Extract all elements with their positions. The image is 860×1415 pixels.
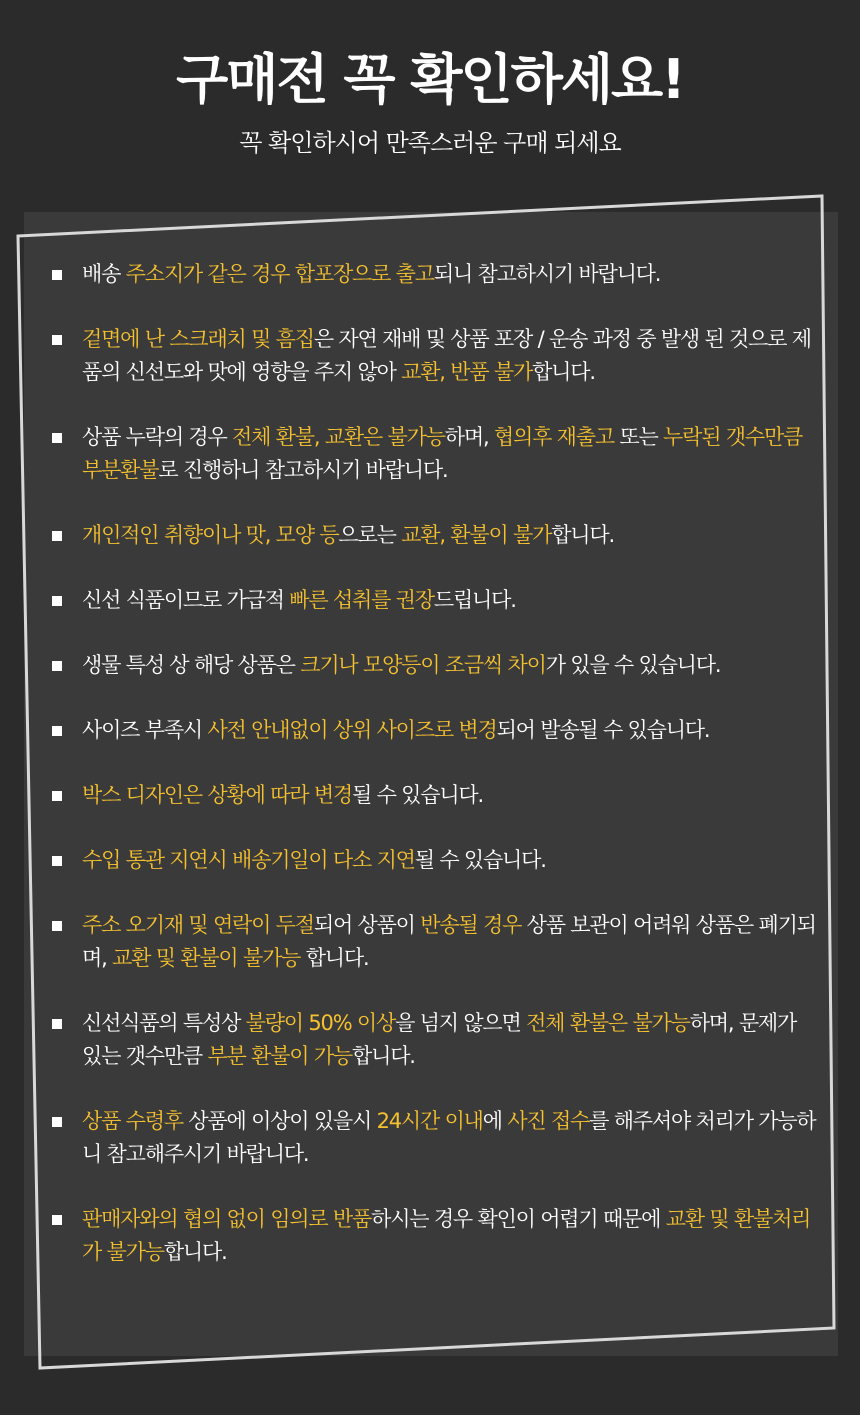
notice-text [82, 848, 546, 872]
notice-text [82, 718, 709, 742]
notice-highlight: 사전 안내없이 상위 사이즈로 변경 [207, 718, 497, 742]
notice-text [82, 1207, 810, 1264]
notice-text [82, 425, 802, 482]
notice-segment: 되어 발송될 수 있습니다. [496, 718, 710, 742]
notice-highlight: 주소지가 같은 경우 합포장으로 출고 [125, 262, 434, 286]
notice-item [50, 909, 820, 975]
notice-highlight: 판매자와의 협의 없이 임의로 반품 [82, 1207, 372, 1231]
square-bullet-icon [52, 661, 62, 671]
notice-text [82, 913, 816, 970]
notice-list [50, 258, 820, 1301]
notice-segment: 또는 [613, 425, 664, 449]
notice-segment: 하시는 경우 확인이 어렵기 때문에 [371, 1207, 666, 1231]
notice-segment: 될 수 있습니다. [352, 783, 483, 807]
notice-text [82, 523, 614, 547]
notice-highlight: 주소 오기재 및 연락이 두절 [82, 913, 314, 937]
notice-segment: 에 [482, 1109, 508, 1133]
notice-item [50, 1105, 820, 1171]
page-title: 구매전 꼭 확인하세요! [176, 48, 684, 111]
notice-highlight: 수입 통관 지연시 배송기일이 다소 지연 [82, 848, 415, 872]
square-bullet-icon [52, 1215, 62, 1225]
notice-text [82, 653, 720, 677]
notice-segment: 합니다. [163, 1240, 227, 1264]
notice-highlight: 부분 환불이 가능 [207, 1044, 353, 1068]
notice-text [82, 783, 483, 807]
notice-highlight: 개인적인 취향이나 맛, 모양 등 [82, 523, 339, 547]
notice-segment: 을 넘지 않으면 [395, 1011, 527, 1035]
notice-highlight: 크기나 모양등이 조금씩 차이 [300, 653, 546, 677]
notice-segment: 사이즈 부족시 [82, 718, 208, 742]
notice-item [50, 258, 820, 291]
notice-segment: 은 자연 재배 및 상품 포장 / 운송 과정 중 발생 된 것으로 제품의 신선도와 맛에 영향을 주지 않아 [82, 327, 811, 384]
square-bullet-icon [52, 1117, 62, 1127]
notice-segment: 드립니다. [433, 588, 516, 612]
notice-highlight: 교환, 반품 불가 [401, 360, 533, 384]
notice-item [50, 1007, 820, 1073]
square-bullet-icon [52, 433, 62, 443]
notice-highlight: 교환 및 환불처리가 불가능 [82, 1207, 811, 1264]
notice-highlight: 전체 환불은 불가능 [526, 1011, 690, 1035]
square-bullet-icon [52, 791, 62, 801]
notice-item [50, 649, 820, 682]
notice-text [82, 327, 811, 384]
notice-segment: 합니다. [532, 360, 595, 384]
notice-segment: 신선식품의 특성상 [82, 1011, 246, 1035]
notice-item [50, 519, 820, 552]
page-subtitle: 꼭 확인하시어 만족스러운 구매 되세요 [239, 129, 621, 157]
notice-highlight: 교환, 환불이 불가 [401, 523, 552, 547]
notice-highlight: 사진 접수 [507, 1109, 590, 1133]
notice-segment: 되어 상품이 [313, 913, 421, 937]
notice-item [50, 779, 820, 812]
notice-text [82, 1109, 816, 1166]
square-bullet-icon [52, 270, 62, 280]
notice-text [82, 1011, 796, 1068]
notice-highlight: 반송될 경우 [420, 913, 522, 937]
notice-segment: 하며, 문제가 있는 갯수만큼 [82, 1011, 797, 1068]
notice-item [50, 584, 820, 617]
notice-segment: 상품에 이상이 있을시 [182, 1109, 377, 1133]
notice-highlight: 24시간 이내 [376, 1109, 483, 1133]
notice-segment: 합니다. [551, 523, 614, 547]
notice-text [82, 588, 516, 612]
notice-segment: 하며, [444, 425, 494, 449]
notice-highlight: 불량이 50% 이상 [245, 1011, 396, 1035]
notice-item [50, 1203, 820, 1269]
notice-segment: 으로는 [338, 523, 402, 547]
notice-item [50, 421, 820, 487]
notice-segment: 될 수 있습니다. [414, 848, 546, 872]
notice-segment: 되니 참고하시기 바랍니다. [433, 262, 661, 286]
notice-segment: 상품 보관이 어려워 상품은 폐기되며, [82, 913, 816, 970]
notice-item [50, 714, 820, 747]
square-bullet-icon [52, 856, 62, 866]
notice-text [82, 262, 660, 286]
notice-highlight: 상품 수령후 [82, 1109, 183, 1133]
notice-segment: 가 있을 수 있습니다. [545, 653, 721, 677]
notice-highlight: 박스 디자인은 상황에 따라 변경 [82, 783, 353, 807]
notice-segment: 합니다. [352, 1044, 415, 1068]
notice-highlight: 교환 및 환불이 불가능 [112, 946, 301, 970]
square-bullet-icon [52, 531, 62, 541]
notice-segment: 신선 식품이므로 가급적 [82, 588, 290, 612]
notice-highlight: 빠른 섭취를 권장 [289, 588, 434, 612]
square-bullet-icon [52, 726, 62, 736]
notice-segment: 배송 [82, 262, 126, 286]
notice-segment: 생물 특성 상 해당 상품은 [82, 653, 301, 677]
notice-highlight: 협의후 재출고 [493, 425, 614, 449]
square-bullet-icon [52, 921, 62, 931]
notice-highlight: 누락된 갯수만큼 부분환불 [82, 425, 803, 482]
notice-item [50, 844, 820, 877]
notice-segment: 를 해주셔야 처리가 가능하니 참고해주시기 바랍니다. [82, 1109, 816, 1166]
notice-segment: 로 진행하니 참고하시기 바랍니다. [158, 458, 448, 482]
notice-segment: 합니다. [300, 946, 369, 970]
square-bullet-icon [52, 1019, 62, 1029]
notice-segment: 상품 누락의 경우 [82, 425, 233, 449]
square-bullet-icon [52, 596, 62, 606]
notice-highlight: 겉면에 난 스크래치 및 흠집 [82, 327, 314, 351]
square-bullet-icon [52, 335, 62, 345]
notice-highlight: 전체 환불, 교환은 불가능 [232, 425, 445, 449]
notice-item [50, 323, 820, 389]
